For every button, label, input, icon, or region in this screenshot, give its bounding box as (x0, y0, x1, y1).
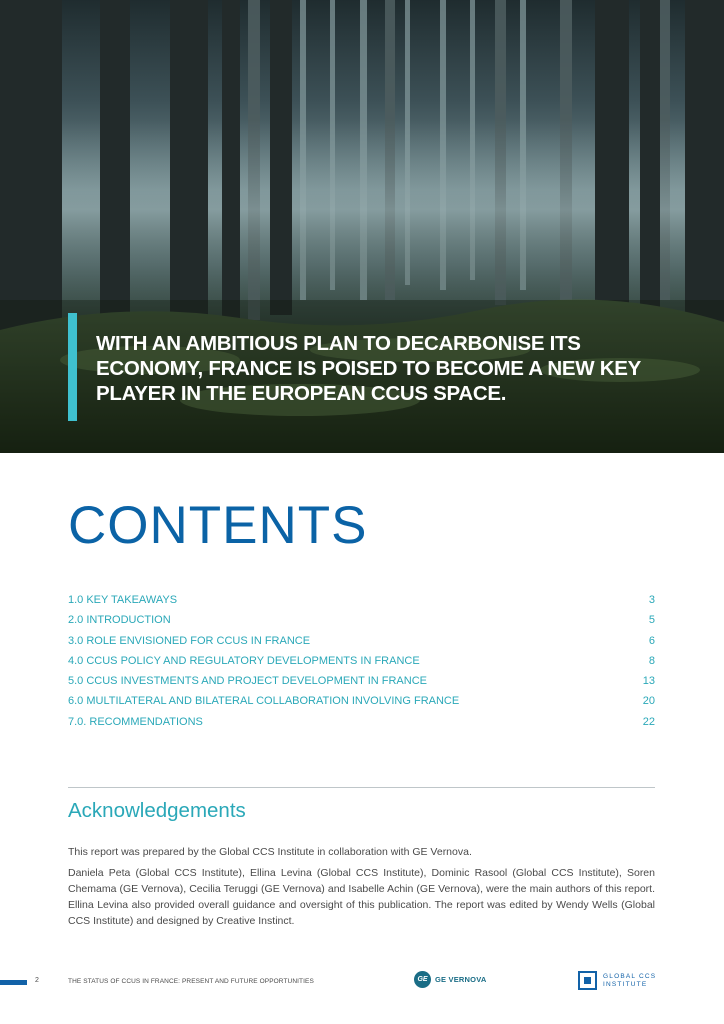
footer-accent-bar (0, 980, 27, 985)
hero-quote: WITH AN AMBITIOUS PLAN TO DECARBONISE ITS ECONOMY, FRANCE IS POISED TO BECOME A NEW KEY PLAYER IN THE EUROPEAN CCUS SPACE. (96, 332, 641, 405)
footer-page-number: 2 (35, 977, 39, 984)
footer-report-title: THE STATUS OF CCUS IN FRANCE: PRESENT AND FUTURE OPPORTUNITIES (68, 978, 314, 985)
section-divider (68, 787, 655, 788)
toc-item-label: 6.0 MULTILATERAL AND BILATERAL COLLABORATION INVOLVING FRANCE (68, 695, 460, 708)
quote-accent-bar (68, 313, 77, 421)
ge-vernova-name: GE VERNOVA (435, 975, 487, 984)
acknowledgements-title: Acknowledgements (68, 799, 246, 822)
acknowledgements-paragraph-2: Daniela Peta (Global CCS Institute), Ellina Levina (Global CCS Institute), Dominic Rasool (Global CCS Institute), Soren Chemama (GE Vernova), Cecilia Teruggi (GE Vernova) and Isabelle Achin (GE Vernova), were the main authors of this report. Ellina Levina also provided overall guidance and oversight of this publication. The report was edited by Wendy Wells (Global CCS Institute) and designed by Creative Instinct. (68, 867, 655, 927)
toc-item-page: 20 (642, 695, 655, 708)
toc-item-collaboration[interactable] (68, 695, 655, 715)
ge-monogram-icon: GE (414, 971, 431, 988)
toc-item-recommendations[interactable] (68, 716, 655, 736)
toc-item-role-envisioned[interactable] (68, 635, 655, 655)
toc-item-label: 5.0 CCUS INVESTMENTS AND PROJECT DEVELOPMENT IN FRANCE (68, 675, 427, 688)
hero-forest-image (0, 0, 724, 453)
gccs-square-icon (578, 971, 597, 990)
toc-item-label: 1.0 KEY TAKEAWAYS (68, 594, 178, 606)
toc-item-key-takeaways[interactable] (68, 594, 655, 614)
toc-item-introduction[interactable] (68, 614, 655, 634)
ge-vernova-logo (414, 971, 486, 988)
contents-title: CONTENTS (68, 496, 368, 555)
global-ccs-institute-logo (578, 971, 656, 990)
toc-item-label: 2.0 INTRODUCTION (68, 614, 171, 627)
toc-item-page: 5 (648, 614, 655, 627)
toc-item-page: 22 (642, 715, 655, 728)
toc-item-label: 7.0. RECOMMENDATIONS (68, 715, 203, 728)
toc-item-label: 4.0 CCUS POLICY AND REGULATORY DEVELOPMENTS IN FRANCE (68, 654, 420, 667)
toc-item-page: 13 (642, 675, 655, 688)
gccs-name-line-1: GLOBAL CCS (603, 972, 657, 980)
gccs-name-line-2: INSTITUTE (603, 980, 648, 988)
acknowledgements-paragraph-1: This report was prepared by the Global CCS Institute in collaboration with GE Vernova. (68, 846, 472, 858)
toc-item-label: 3.0 ROLE ENVISIONED FOR CCUS IN FRANCE (68, 634, 311, 647)
toc-item-investments[interactable] (68, 675, 655, 695)
toc-item-policy-regulatory[interactable] (68, 655, 655, 675)
toc-item-page: 6 (648, 634, 655, 647)
toc-item-page: 8 (648, 654, 655, 667)
toc-item-page: 3 (648, 594, 655, 606)
gccs-name (603, 973, 656, 989)
table-of-contents (68, 594, 655, 736)
